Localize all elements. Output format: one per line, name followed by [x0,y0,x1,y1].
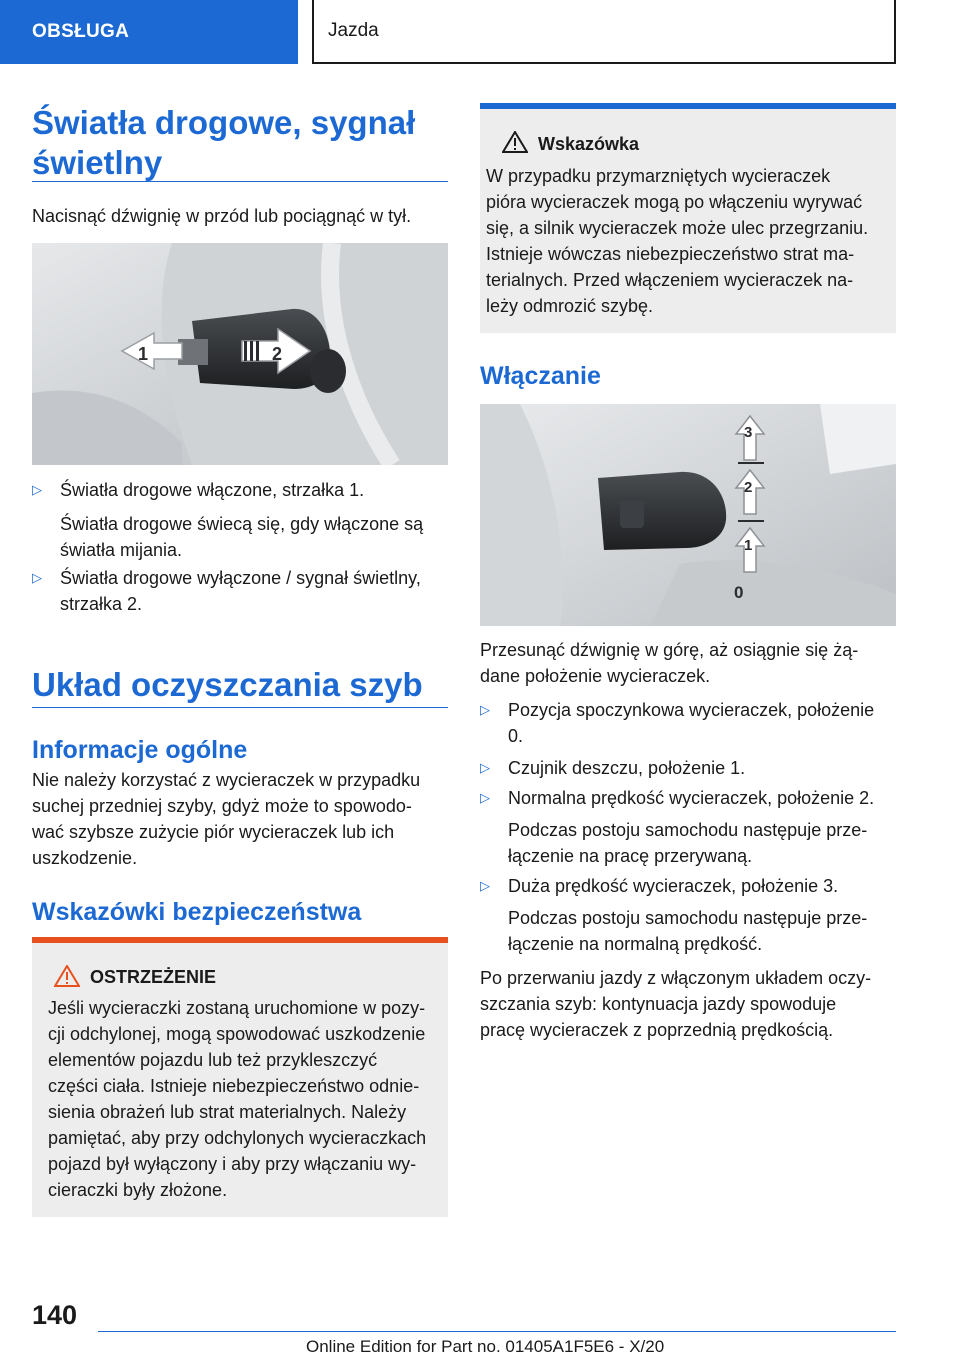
text-line: pojazd był wyłączony i aby przy włączaniu wy- [48,1154,417,1174]
text-line: cieraczki były złożone. [48,1180,228,1200]
note-title: Wskazówka [538,134,640,154]
text-line: uszkodzenie. [32,848,138,868]
switching-on-title: Włączanie [480,362,601,390]
triangle-bullet-icon: ▷ [32,482,42,497]
list-item-line: Czujnik deszczu, położenie 1. [508,758,746,778]
section-label: OBSŁUGA [32,21,130,42]
text-line: W przypadku przymarzniętych wycieraczek [486,166,831,186]
list-item [480,697,896,753]
text-line: elementów pojazdu lub też przykleszczyć [48,1050,378,1070]
section-rule [32,707,448,708]
arrow-label-1: 1 [138,344,149,364]
list-item-line: Pozycja spoczynkowa wycieraczek, położenie [508,700,875,720]
list-item-line: Światła drogowe wyłączone / sygnał świetlny, [60,568,421,588]
list-item-text [60,477,448,563]
note-text [486,163,884,319]
high-beam-title [32,103,415,183]
warning-box [32,937,448,1217]
warning-triangle-icon [54,965,80,987]
wiper-section-title: Układ oczyszczania szyb [32,666,423,703]
text-line: Przesunąć dźwignię w górę, aż osiągnie się żą- [480,640,859,660]
list-item-line: Normalna prędkość wycieraczek, położenie 2. [508,788,875,808]
wiper-illustration [480,404,896,626]
list-item [32,477,448,567]
position-label-3: 3 [744,424,753,441]
position-label-1: 1 [744,537,753,554]
text-line: części ciała. Istnieje niebezpieczeństwo odnie- [48,1076,420,1096]
text-line: Jeśli wycieraczki zostaną uruchomione w pozy- [48,998,426,1018]
text-line: szczania szyb: kontynuacja jazdy spowoduje [480,994,837,1014]
list-item-text [508,697,896,749]
triangle-bullet-icon: ▷ [480,790,490,805]
list-item-line: strzałka 2. [60,594,143,614]
text-line: suchej przedniej szyby, gdyż może to spowodo- [32,796,412,816]
triangle-bullet-icon: ▷ [480,878,490,893]
warning-title: OSTRZEŻENIE [90,967,217,987]
text-line: się, a silnik wycieraczek może ulec przegrzaniu. [486,218,869,238]
triangle-bullet-icon: ▷ [480,702,490,717]
position-label-2: 2 [744,479,753,496]
list-item [32,565,448,621]
note-box [480,103,896,333]
switching-on-outro [480,965,896,1043]
high-beam-intro: Nacisnąć dźwignię w przód lub pociągnąć w tył. [32,206,412,226]
lever-illustration [32,243,448,465]
title-line: Światła drogowe, sygnał [32,104,416,141]
general-info-text [32,767,448,871]
text-line: Istnieje wówczas niebezpieczeństwo strat ma- [486,244,855,264]
switching-on-intro [480,637,896,689]
position-label-0: 0 [734,583,744,602]
edition-footer: Online Edition for Part no. 01405A1F5E6 - X/20 [306,1337,665,1356]
text-line: terialnych. Przed włączeniem wycieraczek na- [486,270,854,290]
text-line: pamiętać, aby przy odchylonych wycieraczkach [48,1128,427,1148]
list-item [480,873,896,963]
wiper-lever-image [480,404,896,626]
footer-rule [98,1331,896,1332]
list-item-subline: Światła drogowe świecą się, gdy włączone są [60,514,424,534]
list-item-subline: łączenie na normalną prędkość. [508,934,763,954]
subsection-label: Jazda [328,20,379,41]
list-item-line: 0. [508,726,524,746]
note-bar [480,103,896,109]
list-item [480,785,896,875]
list-item-subline: łączenie na pracę przerywaną. [508,846,753,866]
list-item-subline: światła mijania. [60,540,183,560]
list-item-line: Duża prędkość wycieraczek, położenie 3. [508,876,839,896]
text-line: sienia obrażeń lub strat materialnych. Należy [48,1102,407,1122]
list-item [480,755,896,783]
general-info-title: Informacje ogólne [32,736,248,764]
text-line: dane położenie wycieraczek. [480,666,711,686]
subsection-tab [312,0,896,64]
warning-triangle-icon [502,131,528,153]
triangle-bullet-icon: ▷ [32,570,42,585]
warning-text [48,995,436,1203]
triangle-bullet-icon: ▷ [480,760,490,775]
list-item-subline: Podczas postoju samochodu następuje prze- [508,820,868,840]
text-line: leży odmrozić szybę. [486,296,654,316]
text-line: Nie należy korzystać z wycieraczek w przypadku [32,770,421,790]
title-line: świetlny [32,144,163,181]
list-item-text [508,873,896,957]
list-item-text [508,785,896,869]
high-beam-lever-image [32,243,448,465]
text-line: pracę wycieraczek z poprzednią prędkością. [480,1020,834,1040]
list-item-subline: Podczas postoju samochodu następuje prze- [508,908,868,928]
text-line: pióra wycieraczek mogą po włączeniu wyrywać [486,192,863,212]
page-number: 140 [32,1300,78,1330]
title-rule [32,181,448,182]
section-tab [0,0,298,64]
text-line: cji odchylonej, mogą spowodować uszkodzenie [48,1024,426,1044]
text-line: wać szybsze zużycie piór wycieraczek lub ich [32,822,395,842]
list-item-line: Światła drogowe włączone, strzałka 1. [60,480,365,500]
list-item-text [60,565,448,617]
arrow-label-2: 2 [272,344,283,364]
text-line: Po przerwaniu jazdy z włączonym układem oczy- [480,968,872,988]
warning-bar [32,937,448,943]
safety-title: Wskazówki bezpieczeństwa [32,898,362,926]
